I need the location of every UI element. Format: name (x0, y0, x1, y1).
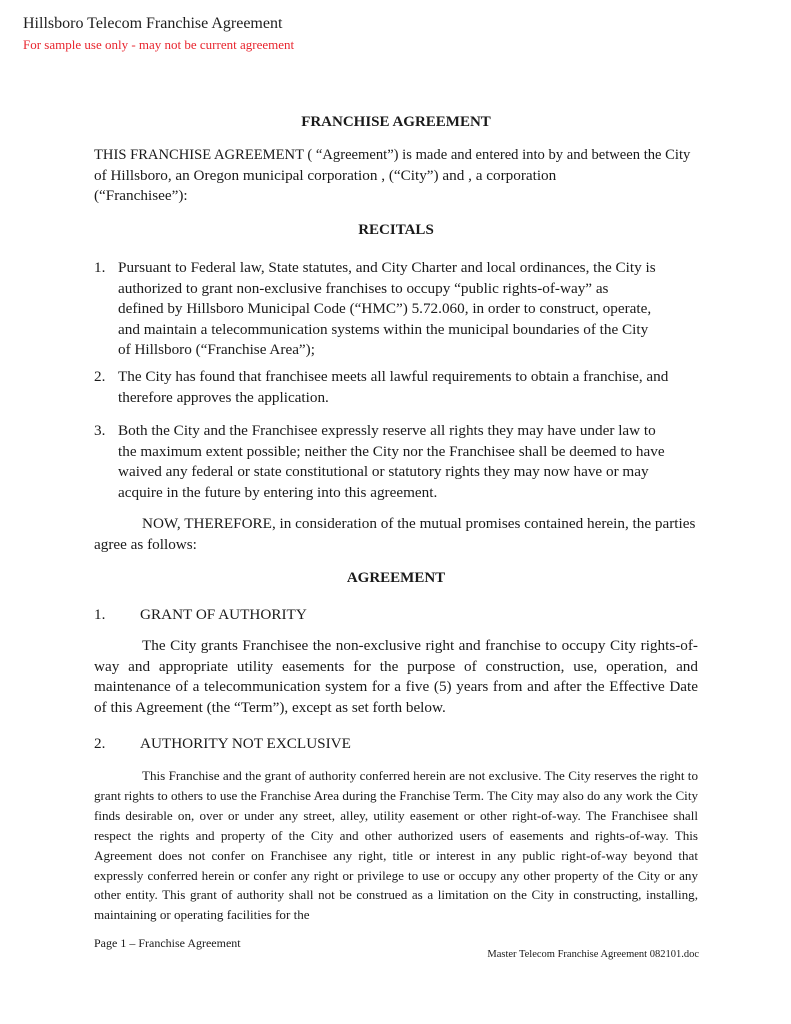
recital-item (94, 258, 698, 361)
document-title: FRANCHISE AGREEMENT (301, 114, 491, 130)
page-number-label: Page 1 – Franchise Agreement (94, 936, 241, 950)
recital-line: defined by Hillsboro Municipal Code (“HMC”) 5.72.060, in order to construct, operate, (118, 300, 652, 317)
section-number: 2. (94, 735, 106, 752)
recital-line: acquire in the future by entering into this agreement. (118, 483, 438, 501)
recital-line: waived any federal or state constitutional or statutory rights they may now have or may (118, 463, 649, 480)
intro-line: of Hillsboro, an Oregon municipal corporation , (“City”) and , a corporation (94, 166, 557, 184)
recital-item (94, 421, 698, 503)
section-title: GRANT OF AUTHORITY (140, 606, 307, 623)
now-therefore-paragraph: NOW, THEREFORE, in consideration of the mutual promises contained herein, the parties agree as follows: (94, 515, 696, 553)
agreement-heading: AGREEMENT (346, 570, 446, 586)
recital-number: 3. (94, 422, 106, 439)
section-title: AUTHORITY NOT EXCLUSIVE (140, 735, 351, 752)
recital-item (94, 367, 698, 408)
sample-use-notice: For sample use only - may not be current agreement (23, 37, 295, 52)
document-filename: Master Telecom Franchise Agreement 082101.doc (487, 949, 699, 960)
section-heading (94, 606, 307, 624)
section-heading (94, 735, 351, 753)
section-body: This Franchise and the grant of authority conferred herein are not exclusive. The City reserves the right to grant rights to others to use the Franchise Area during the Franchise Term. The City may also do any work the City finds desirable on, over or under any street, alley, utility easement or other right-of-way. The Franchisee shall respect the rights and property of the City and other authorized users of easements and rights-of-way. This Agreement does not confer on Franchisee any right, title or interest in any public right-of-way beyond that expressly conferred herein or confer any right or privilege to use or occupy any other property of the City or any other entity. This grant of authority shall not be construed as a limitation on the City in constructing, installing, maintaining or operating facilities for the (94, 768, 698, 923)
recital-line: authorized to grant non-exclusive franchises to occupy “public rights-of-way” as (118, 279, 609, 297)
recital-line: Both the City and the Franchisee expressly reserve all rights they may have under law to (118, 422, 656, 439)
recital-number: 2. (94, 368, 106, 385)
intro-line: THIS FRANCHISE AGREEMENT ( “Agreement”) is made and entered into by and between the City (94, 147, 691, 163)
recital-line: of Hillsboro (“Franchise Area”); (118, 341, 315, 358)
recital-number: 1. (94, 259, 106, 276)
recital-line: Pursuant to Federal law, State statutes, and City Charter and local ordinances, the City is (118, 259, 656, 276)
intro-line: (“Franchisee”): (94, 187, 188, 204)
recital-line: The City has found that franchisee meets all lawful requirements to obtain a franchise, and (118, 368, 669, 385)
section-number: 1. (94, 606, 106, 623)
intro-paragraph (94, 145, 698, 207)
recital-line: and maintain a telecommunication systems within the municipal boundaries of the City (118, 320, 649, 338)
recital-line: the maximum extent possible; neither the City nor the Franchisee shall be deemed to have (118, 442, 665, 460)
header-title: Hillsboro Telecom Franchise Agreement (23, 15, 283, 32)
recital-line: therefore approves the application. (118, 388, 329, 406)
section-body: The City grants Franchisee the non-exclusive right and franchise to occupy City rights-of-way and appropriate utility easements for the purpose of construction, use, operation, and maintenance of a telecommunication system for a five (5) years from and after the Effective Date of this Agreement (the “Term”), except as set forth below. (94, 637, 698, 716)
recitals-heading: RECITALS (358, 222, 434, 238)
